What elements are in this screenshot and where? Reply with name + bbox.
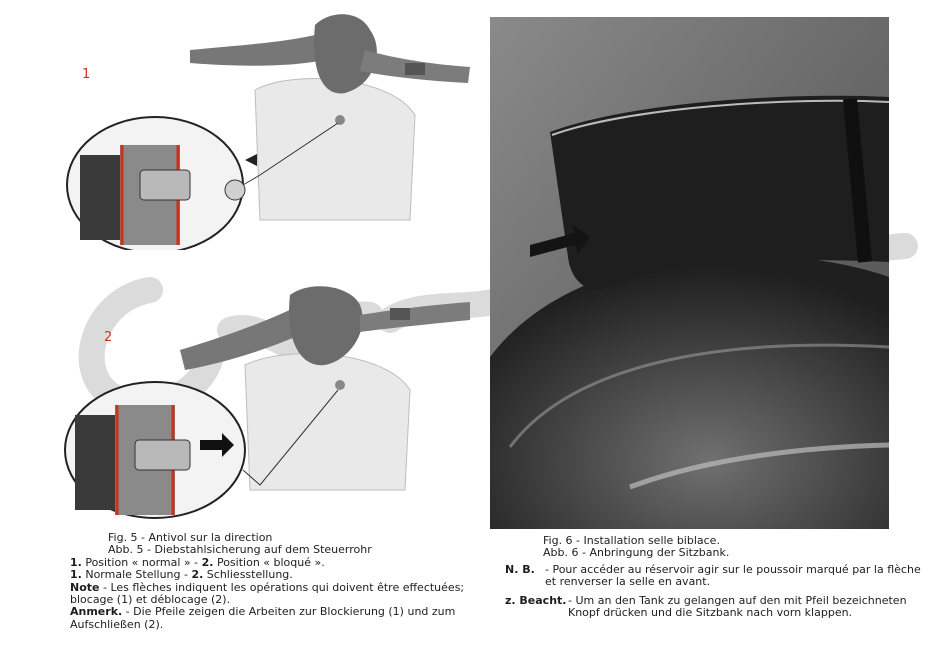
fig6-title-de: Abb. 6 - Anbringung der Sitzbank. <box>543 546 730 560</box>
seat-installation-photo <box>490 17 889 529</box>
note-de: Anmerk. - Die Pfeile zeigen die Arbeiten zur Blockierung (1) und zum Aufschließen (2). <box>70 605 456 631</box>
positions-de: 1. Normale Stellung - 2. Schliesstellung. <box>70 568 293 582</box>
positions-fr: 1. Position « normal » - 2. Position « bloqué ». <box>70 555 325 569</box>
caption-figure-6 <box>505 535 925 619</box>
fig6-title-fr: Fig. 6 - Installation selle biblace. <box>543 534 720 547</box>
handlebar-lock-illustration-2 <box>60 280 480 525</box>
nb-note: N. B. - Pour accéder au réservoir agir sur le poussoir marqué par la flèche et renverser la selle en avant. <box>505 562 921 589</box>
caption-figure-5 <box>70 532 480 631</box>
figure-number-1: 1 <box>82 67 91 82</box>
note-fr: Note - Les flèches indiquent les opérations qui doivent être effectuées; blocage (1) et déblocage (2). <box>70 580 465 607</box>
fig5-title-fr: Fig. 5 - Antivol sur la direction <box>108 531 273 544</box>
fig5-title-de: Abb. 5 - Diebstahlsicherung auf dem Steuerrohr <box>108 543 372 557</box>
beacht-note: z. Beacht. - Um an den Tank zu gelangen auf den mit Pfeil bezeichneten Knopf drücken und die Sitzbank nach vorn klappen. <box>505 593 907 620</box>
handlebar-lock-illustration-1 <box>60 5 480 250</box>
figure-number-2: 2 <box>104 330 113 345</box>
